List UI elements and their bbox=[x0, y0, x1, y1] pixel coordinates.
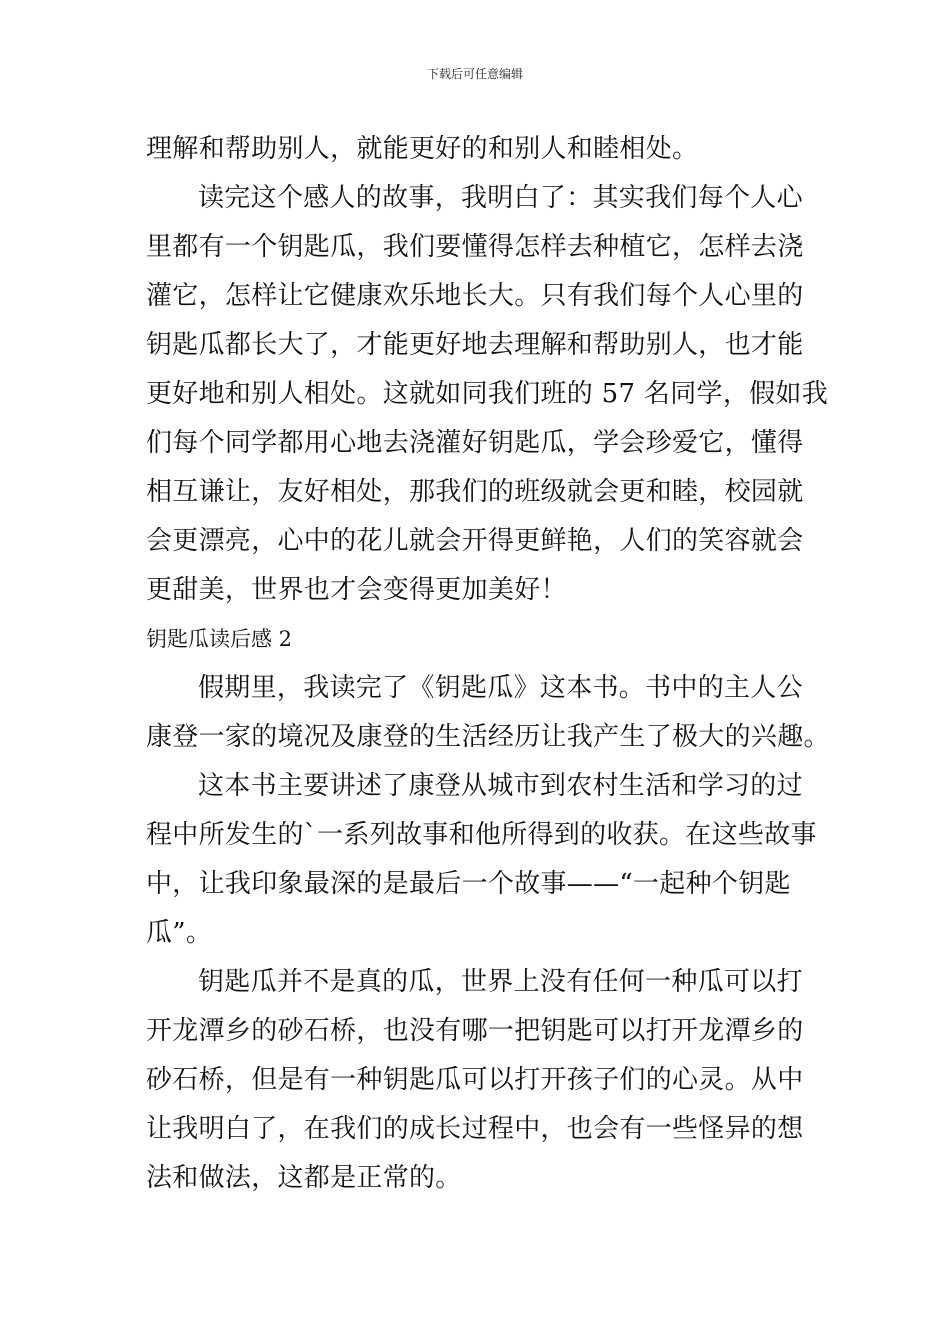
paragraph-line: 们每个同学都用心地去浇灌好钥匙瓜，学会珍爱它，懂得 bbox=[146, 428, 804, 458]
paragraph-line: 砂石桥，但是有一种钥匙瓜可以打开孩子们的心灵。从中 bbox=[146, 1065, 804, 1095]
page-header-note: 下载后可任意编辑 bbox=[426, 67, 523, 81]
paragraph-line: 瓜”。 bbox=[146, 918, 213, 948]
paragraph-line: 读完这个感人的故事，我明白了：其实我们每个人心 bbox=[198, 183, 803, 213]
paragraph-line: 程中所发生的`一系列故事和他所得到的收获。在这些故事 bbox=[146, 820, 817, 850]
paragraph-line: 更好地和别人相处。这就如同我们班的 57 名同学，假如我 bbox=[146, 379, 829, 409]
paragraph-line: 开龙潭乡的砂石桥，也没有哪一把钥匙可以打开龙潭乡的 bbox=[146, 1016, 804, 1046]
paragraph-line: 这本书主要讲述了康登从城市到农村生活和学习的过 bbox=[198, 771, 803, 801]
paragraph-line: 钥匙瓜都长大了，才能更好地去理解和帮助别人，也才能 bbox=[146, 330, 804, 360]
paragraph-line: 让我明白了，在我们的成长过程中，也会有一些怪异的想 bbox=[146, 1114, 804, 1144]
paragraph-line: 钥匙瓜并不是真的瓜，世界上没有任何一种瓜可以打 bbox=[198, 967, 803, 997]
section-heading: 钥匙瓜读后感 2 bbox=[146, 627, 293, 651]
paragraph-line: 更甜美，世界也才会变得更加美好！ bbox=[146, 575, 567, 605]
paragraph-line: 灌它，怎样让它健康欢乐地长大。只有我们每个人心里的 bbox=[146, 281, 804, 311]
paragraph-line: 康登一家的境况及康登的生活经历让我产生了极大的兴趣。 bbox=[146, 722, 830, 752]
paragraph-line: 会更漂亮，心中的花儿就会开得更鲜艳，人们的笑容就会 bbox=[146, 526, 804, 556]
paragraph-line: 中，让我印象最深的是最后一个故事——“一起种个钥匙 bbox=[146, 869, 791, 899]
paragraph-line: 法和做法，这都是正常的。 bbox=[146, 1163, 462, 1193]
document-body bbox=[146, 125, 830, 1203]
paragraph-line: 里都有一个钥匙瓜，我们要懂得怎样去种植它，怎样去浇 bbox=[146, 232, 804, 262]
paragraph-line: 假期里，我读完了《钥匙瓜》这本书。书中的主人公 bbox=[198, 673, 803, 703]
paragraph-line: 理解和帮助别人，就能更好的和别人和睦相处。 bbox=[146, 134, 699, 164]
paragraph-line: 相互谦让，友好相处，那我们的班级就会更和睦，校园就 bbox=[146, 477, 804, 507]
